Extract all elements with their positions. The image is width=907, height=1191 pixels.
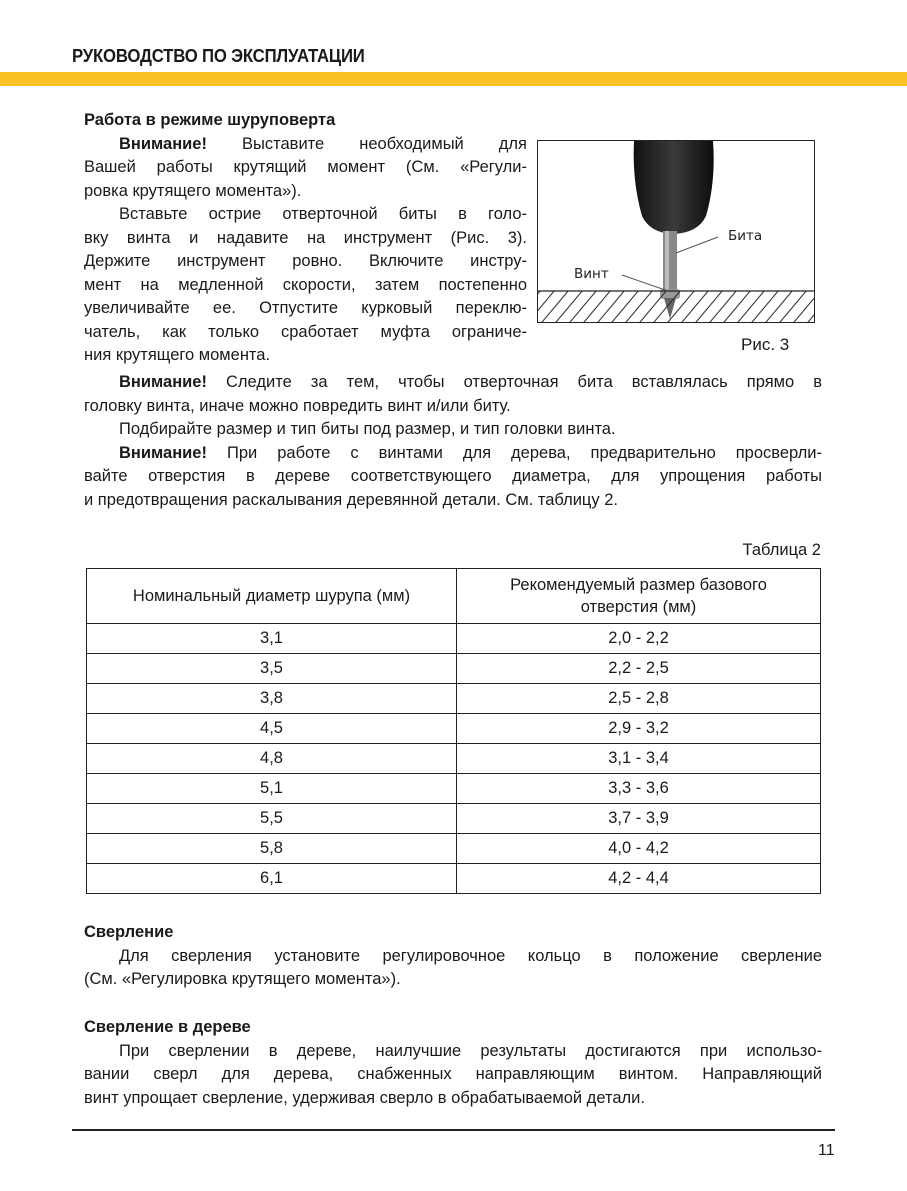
text-line — [84, 156, 527, 180]
table-cell: 3,3 - 3,6 — [457, 774, 821, 804]
text: вайте отверстия в дереве соответствующего диаметра, для упрощения работы — [84, 467, 822, 485]
figure-3-screwdriver — [537, 140, 815, 323]
figure-caption: Рис. 3 — [741, 335, 790, 354]
column-header: Номинальный диаметр шурупа (мм) — [87, 569, 457, 624]
text-line: вании сверл для дерева, снабженных направляющим винтом. Направляющий — [84, 1065, 822, 1083]
text-line — [84, 442, 822, 466]
column-header: Рекомендуемый размер базового отверстия (мм) — [457, 569, 821, 624]
text-line — [84, 250, 527, 274]
table-cell: 3,1 - 3,4 — [457, 744, 821, 774]
page-number: 11 — [818, 1142, 835, 1159]
text: и предотвращения раскалывания деревянной детали. См. таблицу 2. — [84, 490, 618, 509]
table-cell: 3,7 - 3,9 — [457, 804, 821, 834]
table-row — [87, 774, 821, 804]
text: Выставите необходимый для — [206, 134, 527, 153]
screw-hole-size-table — [86, 568, 821, 894]
text-line — [84, 203, 527, 227]
screwdriver-illustration — [538, 141, 815, 323]
text: ния крутящего момента. — [84, 346, 271, 364]
text: мент на медленной скорости, затем постепенно — [84, 275, 527, 294]
text-line: винт упрощает сверление, удерживая сверло в обрабатываемой детали. — [84, 1088, 645, 1107]
section-screwdriver-continued — [84, 371, 822, 512]
text-line — [84, 297, 527, 321]
text-line — [84, 180, 527, 204]
text-line: При сверлении в дереве, наилучшие результаты достигаются при использо- — [119, 1041, 822, 1060]
table-cell: 4,2 - 4,4 — [457, 864, 821, 894]
header-title: РУКОВОДСТВО ПО ЭКСПЛУАТАЦИИ — [72, 46, 365, 66]
warning-label: Внимание! — [119, 134, 207, 153]
section-drilling — [84, 921, 822, 992]
section-heading: Сверление — [84, 923, 174, 941]
header-accent-band — [0, 72, 907, 86]
table-row — [87, 654, 821, 684]
text-line: Для сверления установите регулировочное кольцо в положение сверление — [119, 946, 822, 965]
label-bit: Бита — [728, 228, 763, 244]
warning-label: Внимание! — [119, 373, 207, 391]
table-cell: 5,5 — [87, 804, 457, 834]
text: головку винта, иначе можно повредить винт и/или биту. — [84, 396, 511, 415]
table-row — [87, 864, 821, 894]
section-screwdriver — [84, 109, 527, 368]
table-cell: 3,8 — [87, 684, 457, 714]
table-row — [87, 624, 821, 654]
text: Вставьте острие отверточной биты в голо- — [119, 205, 527, 223]
footer-rule — [72, 1129, 835, 1131]
label-screw: Винт — [574, 266, 609, 282]
table-cell: 2,2 - 2,5 — [457, 654, 821, 684]
text-line — [84, 489, 822, 513]
text-line — [84, 344, 527, 368]
text-line — [84, 227, 527, 251]
table-cell: 5,1 — [87, 774, 457, 804]
table-cell: 4,8 — [87, 744, 457, 774]
table-row — [87, 684, 821, 714]
table-cell: 4,5 — [87, 714, 457, 744]
text-line — [84, 274, 527, 298]
warning-label: Внимание! — [119, 443, 207, 462]
text-line — [84, 465, 822, 489]
text-line — [84, 395, 822, 419]
text: Следите за тем, чтобы отверточная бита вставлялась прямо в — [206, 373, 822, 391]
table-row — [87, 834, 821, 864]
text-line — [84, 371, 822, 395]
text: чатель, как только сработает муфта ограниче- — [84, 322, 527, 341]
table-cell: 3,5 — [87, 654, 457, 684]
table-row — [87, 804, 821, 834]
text: Подбирайте размер и тип биты под размер, и тип головки винта. — [119, 420, 616, 438]
table-row — [87, 744, 821, 774]
table-cell: 6,1 — [87, 864, 457, 894]
section-drilling-wood — [84, 1016, 822, 1110]
text: Держите инструмент ровно. Включите инстру- — [84, 252, 527, 270]
table-cell: 2,9 - 3,2 — [457, 714, 821, 744]
text-line — [84, 321, 527, 345]
text-line — [84, 418, 822, 442]
text: ровка крутящего момента»). — [84, 181, 302, 200]
text: вку винта и надавите на инструмент (Рис. 3). — [84, 228, 527, 247]
table-cell: 3,1 — [87, 624, 457, 654]
text: При работе с винтами для дерева, предварительно просверли- — [206, 443, 822, 462]
table-cell: 2,0 - 2,2 — [457, 624, 821, 654]
text: увеличивайте ее. Отпустите курковый переклю- — [84, 299, 527, 317]
table-cell: 2,5 - 2,8 — [457, 684, 821, 714]
section-heading: Работа в режиме шуруповерта — [84, 111, 336, 129]
text-line: (См. «Регулировка крутящего момента»). — [84, 970, 401, 988]
text-line — [84, 133, 527, 157]
table-cell: 4,0 - 4,2 — [457, 834, 821, 864]
table-cell: 5,8 — [87, 834, 457, 864]
table-row — [87, 714, 821, 744]
text: Вашей работы крутящий момент (См. «Регули- — [84, 158, 527, 176]
table-caption: Таблица 2 — [742, 541, 821, 559]
section-heading: Сверление в дереве — [84, 1018, 251, 1036]
